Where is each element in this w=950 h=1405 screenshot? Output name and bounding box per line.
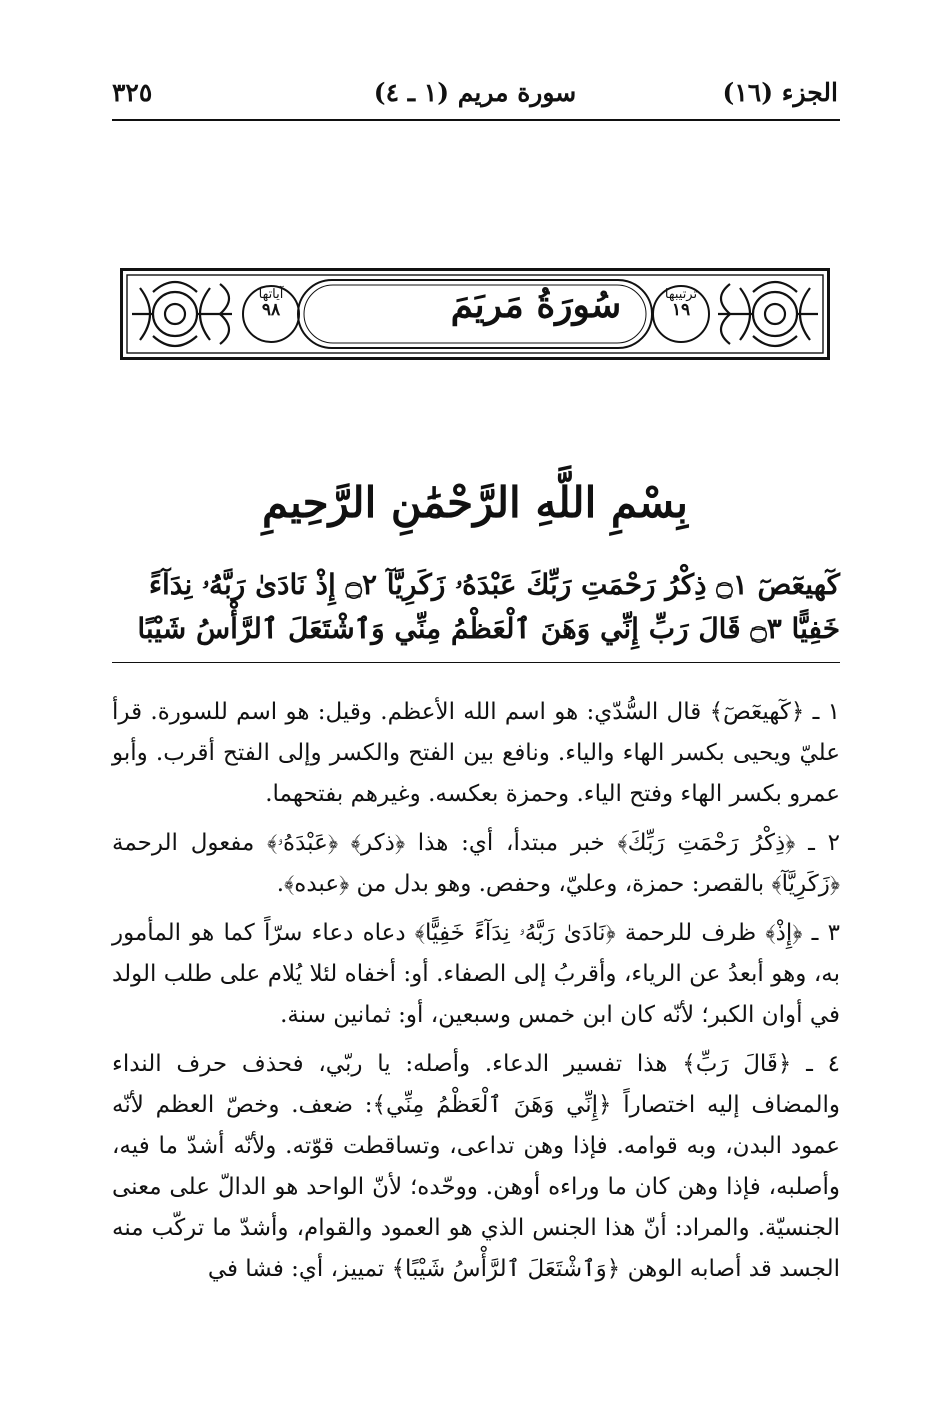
verse-line-1: كٓهيعٓصٓ ۝١ ذِكْرُ رَحْمَتِ رَبِّكَ عَبْدَهُۥ زَكَرِيَّآ ۝٢ إِذْ نَادَىٰ رَبَّهُۥ نِدَآءً [148,568,840,601]
commentary [112,692,840,1298]
commentary-paragraph-2: ٢ ـ ﴿ذِكْرُ رَحْمَتِ رَبِّكَ﴾ خبر مبتدأ، أي: هذا ﴿ذكر﴾ ﴿عَبْدَهُۥ﴾ مفعول الرحمة ﴿زَكَرِيَّآ﴾ بالقصر: حمزة، وعليّ، وحفص. وهو بدل من ﴿عبده﴾. [112,830,840,897]
sura-banner [120,268,830,360]
header-rule [112,119,840,121]
verse-line-2: خَفِيًّا ۝٣ قَالَ رَبِّ إِنِّي وَهَنَ ٱلْعَظْمُ مِنِّي وَٱشْتَعَلَ ٱلرَّأْسُ شَيْبًا [137,612,840,645]
order-value: ١٩ [671,299,691,320]
running-header [112,78,838,118]
commentary-paragraph-3: ٣ ـ ﴿إِذْ﴾ ظرف للرحمة ﴿نَادَىٰ رَبَّهُۥ نِدَآءً خَفِيًّا﴾ دعاه دعاء سرّاً كما هو المأمور به، وهو أبعدُ عن الرياء، وأقربُ إلى الصفاء. أو: أخفاه لئلا يُلام على طلب الولد في أوان الكبر؛ لأنّه كان ابن خمس وسبعين، أو: ثمانين سنة. [112,920,840,1028]
sura-order-badge [654,288,708,319]
basmala: بِسْمِ اللَّهِ الرَّحْمَٰنِ الرَّحِيمِ [262,478,688,527]
sura-title: سُورَةُ مَريَمَ [450,284,622,326]
commentary-paragraph-1: ١ ـ ﴿كٓهيعٓصٓ﴾ قال السُّدّي: هو اسم الله الأعظم. وقيل: هو اسم للسورة. قرأ عليّ ويحيى بكسر الهاء والياء. ونافع بين الفتح والكسر وإلى الفتح أقرب. وأبو عمرو بكسر الهاء وفتح الياء. وحمزة بعكسه. وغيرهم بفتحهما. [112,699,840,807]
ayat-count-badge [244,288,298,319]
commentary-paragraph-4: ٤ ـ ﴿قَالَ رَبِّ﴾ هذا تفسير الدعاء. وأصله: يا ربّي، فحذف حرف النداء والمضاف إليه اختصاراً ﴿إِنِّي وَهَنَ ٱلْعَظْمُ مِنِّي﴾: ضعف. وخصّ العظم لأنّه عمود البدن، وبه قوامه. فإذا وهن تداعى، وتساقطت قوّته. ولأنّه أشدّ ما فيه، وأصلبه، فإذا وهن كان ما وراءه أوهن. ووحّده؛ لأنّ الواحد هو الدالّ على معنى الجنسيّة. والمراد: أنّ هذا الجنس الذي هو العمود والقوام، وأشدّ ما تركّب منه الجسد قد أصابه الوهن ﴿وَٱشْتَعَلَ ٱلرَّأْسُ شَيْبًا﴾ تمييز، أي: فشا في [112,1051,840,1282]
juz-label: الجزء (١٦) [722,78,838,107]
sura-range-label: سورة مريم (١ ـ ٤) [373,78,577,107]
order-label: ترتيبها [664,287,698,302]
verse-divider [112,662,840,663]
ayat-value: ٩٨ [261,299,281,320]
ayat-label: آياتها [258,287,284,302]
page-number: ٣٢٥ [112,78,153,107]
